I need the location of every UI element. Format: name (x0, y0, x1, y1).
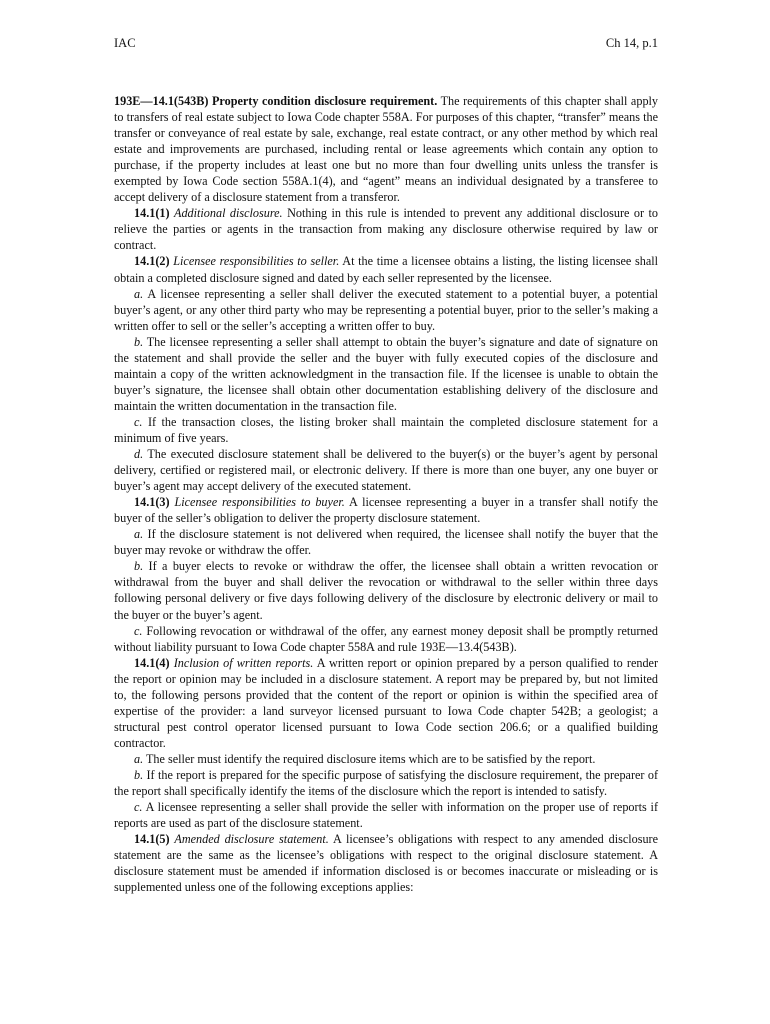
para-label: d. (134, 447, 144, 462)
header-left: IAC (114, 36, 136, 50)
subrule-3-para-b (114, 558, 658, 622)
subrule-5-number: 14.1(5) (134, 832, 170, 847)
subrule-3 (114, 494, 658, 526)
para-text: If the report is prepared for the specific purpose of satisfying the disclosure requirement, the preparer of the report shall specifically identify the items of the disclosure which the report is intended to satisfy. (114, 767, 658, 799)
subrule-4-para-b (114, 767, 658, 799)
subrule-4-para-a (114, 751, 658, 767)
subrule-2-text: At the time a licensee obtains a listing, the listing licensee shall obtain a completed disclosure signed and dated by each seller represented by the licensee. (114, 254, 659, 285)
subrule-4-title: Inclusion of written reports. (173, 655, 314, 670)
para-label: b. (134, 767, 144, 782)
subrule-5-text: A licensee’s obligations with respect to any amended disclosure statement are the same as the licensee’s obligations with respect to the original disclosure statement. A disclosure statement must be amended if information disclosed is or becomes inaccurate or misleading or is supplemented unless one of the following exceptions applies: (114, 832, 659, 895)
subrule-2-para-d (114, 446, 658, 494)
subrule-3-para-a (114, 526, 658, 558)
subrule-2-para-b (114, 334, 658, 414)
subrule-4 (114, 655, 658, 751)
subrule-1-title: Additional disclosure. (174, 206, 283, 221)
rule-number: 193E—14.1(543B) (114, 94, 209, 108)
subrule-1-text: Nothing in this rule is intended to prevent any additional disclosure or to relieve the parties or agents in the transaction from making any disclosure otherwise required by law or contract. (114, 206, 658, 253)
para-text: A licensee representing a seller shall provide the seller with information on the proper use of reports if reports are used as part of the disclosure statement. (114, 800, 658, 831)
subrule-1 (114, 205, 658, 253)
para-label: c. (134, 414, 143, 429)
para-text: The executed disclosure statement shall be delivered to the buyer(s) or the buyer’s agent by personal delivery, certified or registered mail, or electronic delivery. If there is more than one buyer, any one buyer or buyer’s agent may accept delivery of the executed statement. (114, 447, 659, 494)
para-text: If the transaction closes, the listing broker shall maintain the completed disclosure statement for a minimum of five years. (114, 414, 659, 445)
para-label: c. (134, 800, 143, 815)
subrule-4-text: A written report or opinion prepared by a person qualified to render the report or opinion may be included in a disclosure statement. A report may be prepared by, but not limited to, the following persons provided that the content of the report or opinion is within the specified area of expertise of the provider: a land surveyor licensed pursuant to Iowa Code chapter 542B; a geologist; a structural pest control operator licensed pursuant to Iowa Code section 206.6; or a qualified building contractor. (114, 655, 659, 750)
para-label: b. (134, 334, 144, 349)
para-text: Following revocation or withdrawal of the offer, any earnest money deposit shall be promptly returned without liability pursuant to Iowa Code chapter 558A and rule 193E—13.4(543B). (114, 623, 658, 654)
subrule-4-para-c (114, 799, 658, 831)
para-text: The seller must identify the required disclosure items which are to be satisfied by the report. (145, 751, 596, 766)
subrule-4-number: 14.1(4) (134, 655, 170, 670)
para-label: a. (134, 286, 144, 301)
document-body (114, 93, 658, 895)
header-page-number: Ch 14, p.1 (605, 36, 658, 50)
subrule-3-text: A licensee representing a buyer in a transfer shall notify the buyer of the seller’s obligation to deliver the property disclosure statement. (114, 495, 659, 526)
subrule-5-title: Amended disclosure statement. (174, 832, 329, 847)
para-label: a. (134, 751, 144, 766)
page-header (114, 36, 658, 52)
subrule-1-number: 14.1(1) (134, 206, 170, 221)
para-text: If the disclosure statement is not delivered when required, the licensee shall notify the buyer that the buyer may revoke or withdraw the offer. (114, 527, 658, 558)
subrule-3-number: 14.1(3) (134, 495, 170, 510)
subrule-2-para-a (114, 286, 658, 334)
subrule-2-para-c (114, 414, 658, 446)
para-label: b. (134, 559, 144, 574)
para-text: The licensee representing a seller shall attempt to obtain the buyer’s signature and date of signature on the statement and shall provide the seller and the buyer with fully executed copies of the disclosure and maintain a copy of the written acknowledgment in the transaction file. If the licensee is unable to obtain the buyer’s signature, the licensee shall obtain other documentation establishing delivery of the disclosure and maintain the written documentation in the transaction file. (114, 334, 658, 413)
para-text: If a buyer elects to revoke or withdraw the offer, the licensee shall obtain a written revocation or withdrawal from the buyer and shall deliver the revocation or withdrawal to the seller within three days following personal delivery or five days following delivery of the disclosure by electronic delivery or mail to the buyer or the buyer’s agent. (114, 559, 658, 622)
para-label: c. (134, 623, 143, 638)
subrule-2-title: Licensee responsibilities to seller. (173, 254, 340, 269)
subrule-2 (114, 253, 658, 285)
para-text: A licensee representing a seller shall deliver the executed statement to a potential buyer, a potential buyer’s agent, or any other third party who may be representing a potential buyer, prior to the seller’s making a written offer to sell or the seller’s accepting a written offer to buy. (114, 286, 658, 333)
rule-text: The requirements of this chapter shall apply to transfers of real estate subject to Iowa Code chapter 558A. For purposes of this chapter, “transfer” means the transfer or conveyance of real estate by sale, exchange, real estate contract, or any other method by which real estate and improvements are purchased, including rental or lease agreements which contain any option to purchase, if the property includes at least one but no more than four dwelling units unless the transfer is exempted by Iowa Code section 558A.1(4), and “agent” means an individual designated by a transferee to accept delivery of a disclosure statement from a transferor. (114, 94, 659, 205)
rule-title: Property condition disclosure requirement. (211, 94, 438, 108)
subrule-2-number: 14.1(2) (134, 254, 170, 269)
subrule-5 (114, 831, 658, 895)
subrule-3-para-c (114, 623, 658, 655)
rule-paragraph (114, 93, 658, 205)
para-label: a. (134, 527, 144, 542)
subrule-3-title: Licensee responsibilities to buyer. (174, 495, 345, 510)
